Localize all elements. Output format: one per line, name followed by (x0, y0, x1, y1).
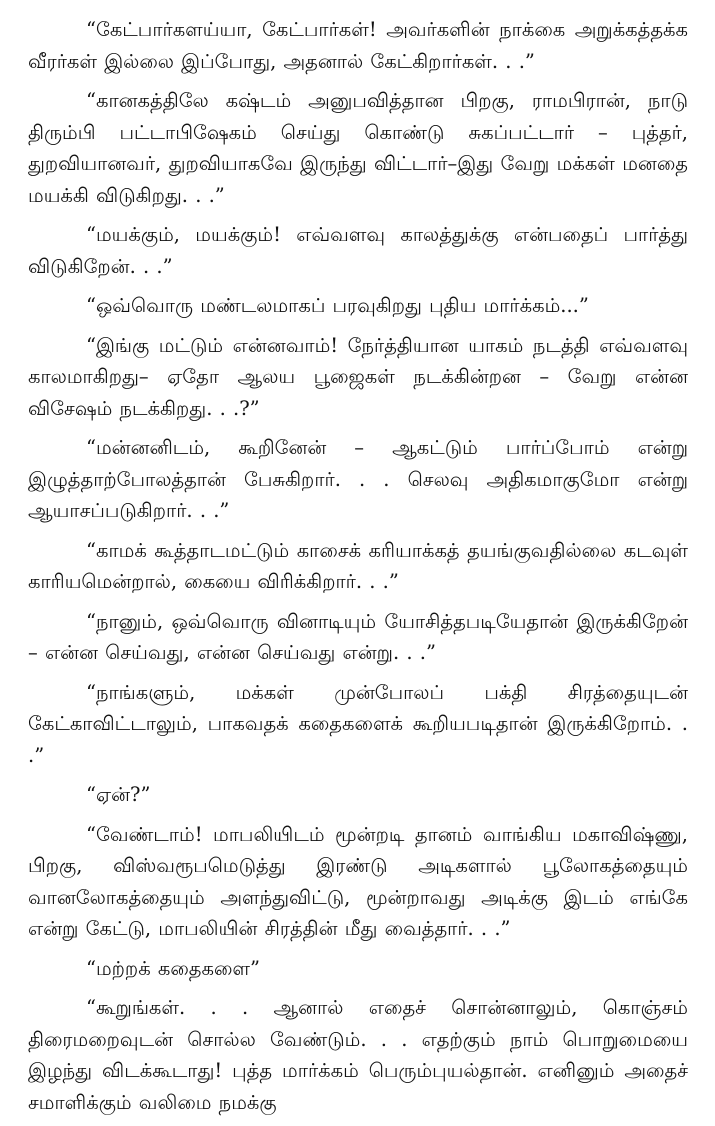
paragraph-7: “காமக் கூத்தாடமட்டும் காசைக் கரியாக்கத் தயங்குவதில்லை கடவுள் காரியமென்றால், கையை விரிக்கிறார். . .” (28, 538, 688, 593)
document-page (28, 14, 688, 1126)
paragraph-9: “நாங்களும், மக்கள் முன்போலப் பக்தி சிரத்தையுடன் கேட்காவிட்டாலும், பாகவதக் கதைகளைக் கூறியபடிதான் இருக்கிறோம். . .” (28, 680, 689, 767)
paragraph-2: “கானகத்திலே கஷ்டம் அனுபவித்தான பிறகு, ராமபிரான், நாடு திரும்பி பட்டாபிஷேகம் செய்து கொண்டு சுகப்பட்டார் – புத்தர், துறவியானவர், துறவியாகவே இருந்து விட்டார்–இது வேறு மக்கள் மனதை மயக்கி விடுகிறது. . .” (28, 89, 688, 207)
paragraph-10: “ஏன்?” (86, 783, 151, 806)
paragraph-6: “மன்னனிடம், கூறினேன் – ஆகட்டும் பார்ப்போம் என்று இழுத்தாற்போலத்தான் பேசுகிறார். . . செலவு அதிகமாகுமோ என்று ஆயாசப்படுகிறார். . .” (28, 436, 688, 522)
paragraph-5: “இங்கு மட்டும் என்னவாம்! நேர்த்தியான யாகம் நடத்தி எவ்வளவு காலமாகிறது– ஏதோ ஆலய பூஜைகள் நடக்கின்றன – வேறு என்ன விசேஷம் நடக்கிறது. . .?” (28, 333, 688, 420)
paragraph-4: “ஒவ்வொரு மண்டலமாகப் பரவுகிறது புதிய மார்க்கம்...” (86, 294, 589, 317)
paragraph-3: “மயக்கும், மயக்கும்! எவ்வளவு காலத்துக்கு என்பதைப் பார்த்து விடுகிறேன். . .” (28, 223, 688, 278)
paragraph-1: “கேட்பார்களய்யா, கேட்பார்கள்! அவர்களின் நாக்கை அறுக்கத்தக்க வீரர்கள் இல்லை இப்போது, அதனால் கேட்கிறார்கள். . .” (28, 18, 688, 73)
paragraph-11: “வேண்டாம்! மாபலியிடம் மூன்றடி தானம் வாங்கிய மகாவிஷ்ணு, பிறகு, விஸ்வரூபமெடுத்து இரண்டு அடிகளால் பூலோகத்தையும் வானலோகத்தையும் அளந்துவிட்டு, மூன்றாவது அடிக்கு இடம் எங்கே என்று கேட்டு, மாபலியின் சிரத்தின் மீது வைத்தார். . .” (28, 822, 688, 940)
paragraph-8: “நானும், ஒவ்வொரு வினாடியும் யோசித்தபடியேதான் இருக்கிறேன் – என்ன செய்வது, என்ன செய்வது என்று. . .” (28, 609, 688, 664)
paragraph-13: “கூறுங்கள். . . ஆனால் எதைச் சொன்னாலும், கொஞ்சம் திரைமறைவுடன் சொல்ல வேண்டும். . . எதற்கும் நாம் பொறுமையை இழந்து விடக்கூடாது! புத்த மார்க்கம் பெரும்புயல்தான். எனினும் அதைச் சமாளிக்கும் வலிமை நமக்கு (28, 996, 688, 1114)
paragraph-12: “மற்றக் கதைகளை” (86, 956, 260, 980)
